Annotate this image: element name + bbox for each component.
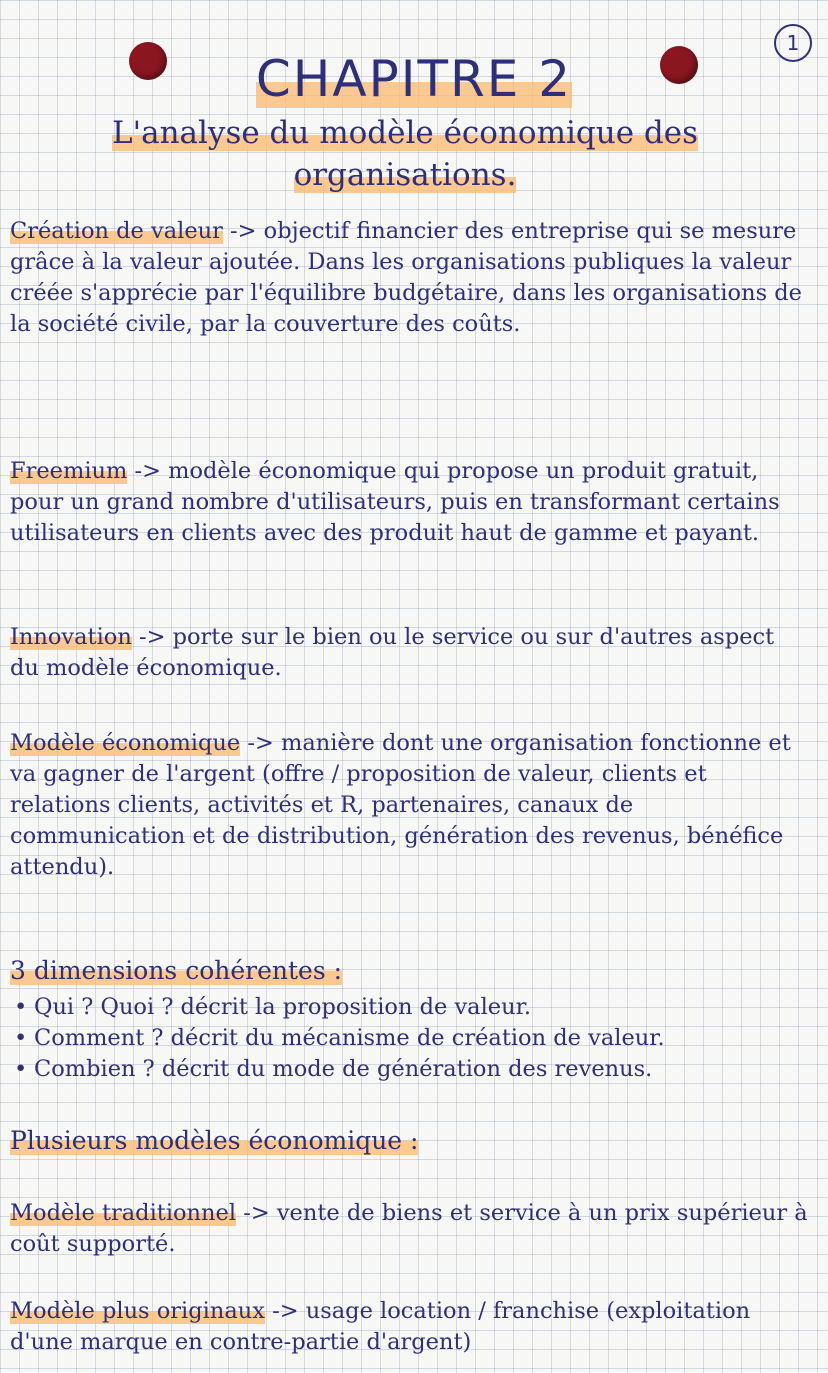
section-models — [10, 1125, 810, 1158]
dimensions-list — [10, 992, 810, 1085]
term-freemium: Freemium — [10, 458, 128, 484]
list-item: • Combien ? décrit du mode de génération des revenus. — [10, 1054, 810, 1085]
models-heading: Plusieurs modèles économique : — [10, 1126, 419, 1155]
term-modele-traditionnel: Modèle traditionnel — [10, 1200, 237, 1226]
page-number: 1 — [774, 24, 812, 62]
term-modele-originaux: Modèle plus originaux — [10, 1298, 265, 1324]
list-item: • Comment ? décrit du mécanisme de création de valeur. — [10, 1023, 810, 1054]
definition-modele-traditionnel: -> vente de biens et service à un prix supérieur à coût supporté. — [10, 1200, 808, 1257]
definition-innovation: -> porte sur le bien ou le service ou sur d'autres aspect du modèle économique. — [10, 624, 775, 681]
definition-freemium: -> modèle économique qui propose un produit gratuit, pour un grand nombre d'utilisateurs, puis en transformant certains utilisateurs en clients avec des produit haut de gamme et payant. — [10, 458, 780, 546]
section-modele-economique — [10, 728, 810, 883]
section-modele-traditionnel — [10, 1198, 810, 1260]
term-creation-valeur: Création de valeur — [10, 218, 223, 244]
subtitle-line-1: L'analyse du modèle économique des — [111, 115, 699, 151]
list-item: • Qui ? Quoi ? décrit la proposition de valeur. — [10, 992, 810, 1023]
section-freemium — [10, 456, 810, 549]
term-modele-economique: Modèle économique — [10, 730, 241, 756]
definition-modele-economique: -> manière dont une organisation fonctionne et va gagner de l'argent (offre / proposition de valeur, clients et relations clients, activités et R, partenaires, canaux de communication et de distribution, génération des revenus, bénéfice attendu). — [10, 730, 791, 880]
section-modele-originaux — [10, 1296, 810, 1358]
section-dimensions — [10, 955, 810, 1085]
title-text: CHAPITRE 2 — [255, 50, 573, 108]
page-title — [0, 50, 828, 108]
definition-creation-valeur: -> objectif financier des entreprise qui se mesure grâce à la valeur ajoutée. Dans les organisations publiques la valeur créée s'apprécie par l'équilibre budgétaire, dans les organisations de la société civile, par la couverture des coûts. — [10, 218, 802, 337]
subtitle — [10, 112, 800, 196]
section-creation-valeur — [10, 216, 810, 340]
term-innovation: Innovation — [10, 624, 132, 650]
section-innovation — [10, 622, 810, 684]
subtitle-line-2: organisations. — [293, 157, 517, 193]
definition-modele-originaux: -> usage location / franchise (exploitation d'une marque en contre-partie d'argent) — [10, 1298, 751, 1355]
dimensions-heading: 3 dimensions cohérentes : — [10, 956, 343, 985]
